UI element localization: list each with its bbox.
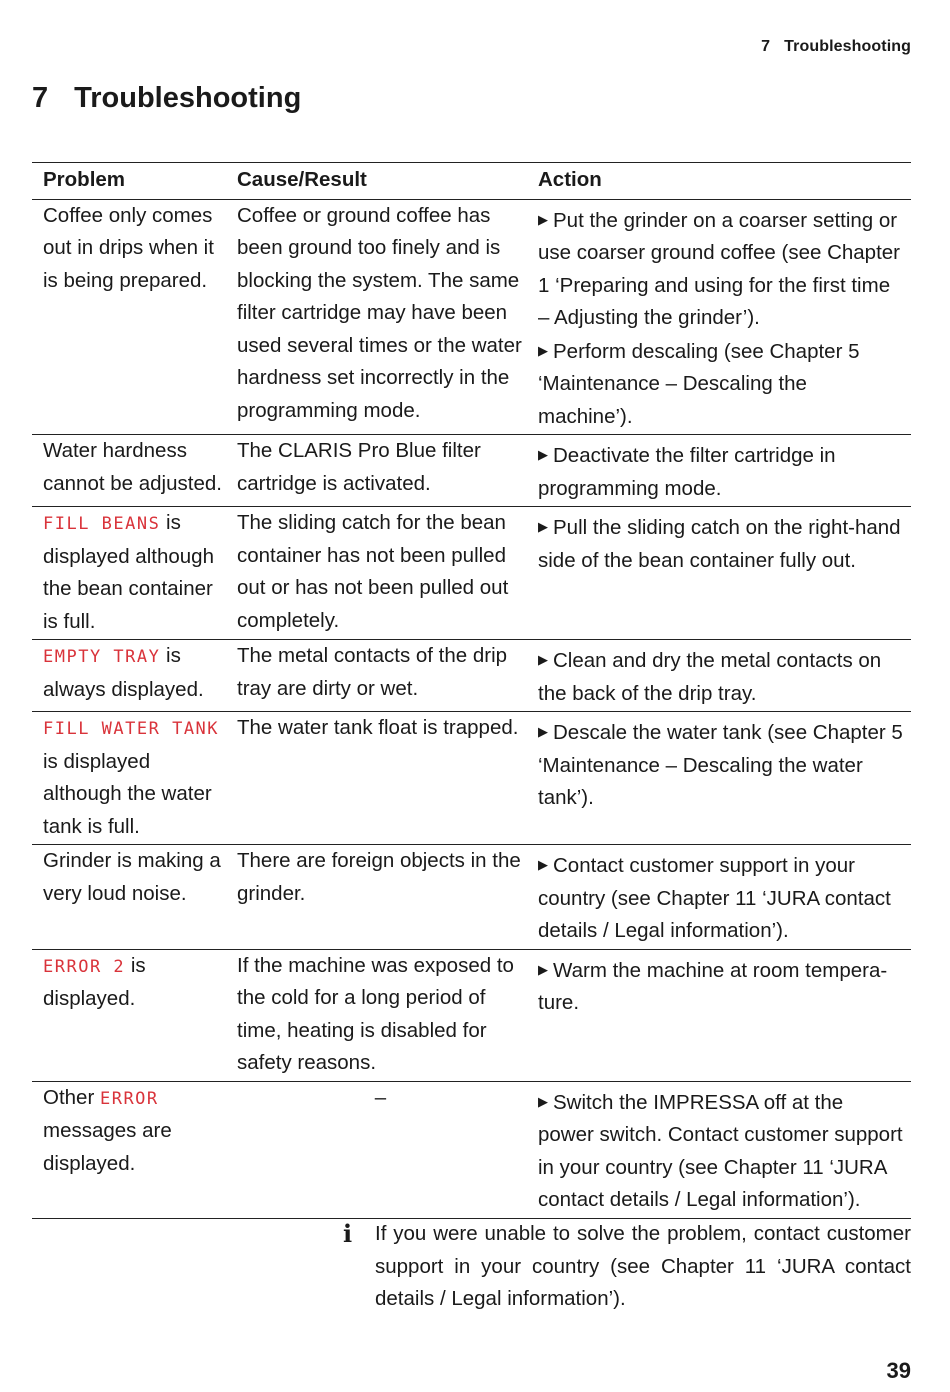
- arrow-bullet-icon: ▶: [538, 519, 548, 534]
- arrow-bullet-icon: ▶: [538, 211, 548, 227]
- arrow-bullet-icon: ▶: [538, 961, 548, 977]
- action-step: [538, 335, 903, 434]
- problem-cell: [32, 949, 227, 1081]
- troubleshooting-table: [32, 162, 911, 1219]
- cause-cell: The sliding catch for the bean container has not been pulled out or has not been pulled out completely.: [227, 507, 528, 640]
- problem-cell: [32, 845, 227, 950]
- problem-cell: [32, 507, 227, 640]
- action-step: [538, 511, 903, 577]
- display-message: FILL BEANS: [43, 514, 161, 534]
- table-row: [32, 507, 911, 640]
- action-step: [538, 1086, 903, 1217]
- problem-text: is displayed although the bean container is full.: [43, 511, 214, 633]
- action-text: Pull the sliding catch on the right-hand side of the bean container fully out.: [538, 516, 901, 572]
- table-row: [32, 435, 911, 507]
- action-cell: [528, 507, 911, 640]
- display-message: EMPTY TRAY: [43, 647, 161, 667]
- action-step: [538, 849, 903, 948]
- problem-text: is displayed.: [43, 953, 146, 1010]
- problem-cell: [32, 712, 227, 845]
- chapter-title-number: 7: [32, 82, 49, 114]
- problem-prefix: Other: [43, 1085, 100, 1109]
- display-message: ERROR 2: [43, 956, 126, 977]
- problem-text: messages are displayed.: [43, 1119, 172, 1175]
- action-step: [538, 954, 903, 1020]
- cause-cell: The metal contacts of the drip tray are dirty or wet.: [227, 640, 528, 712]
- cause-cell: –: [227, 1081, 528, 1218]
- problem-cell: [32, 435, 227, 507]
- chapter-title: [32, 82, 301, 115]
- chapter-title-text: Troubleshooting: [74, 82, 302, 114]
- running-head: [761, 38, 911, 56]
- table-row: [32, 640, 911, 712]
- arrow-bullet-icon: ▶: [538, 342, 548, 358]
- cause-cell: Coffee or ground coffee has been ground too finely and is blocking the system. The same filter cartridge may have been used several times or the water hardness set incorrectly in the programming mode.: [227, 199, 528, 435]
- action-cell: [528, 435, 911, 507]
- column-header-problem: Problem: [32, 163, 227, 200]
- action-step: [538, 716, 903, 815]
- table-row: [32, 949, 911, 1081]
- arrow-bullet-icon: ▶: [538, 724, 548, 739]
- action-step: [538, 204, 903, 335]
- cause-cell: If the machine was exposed to the cold for a long period of time, heating is disabled for safety reasons.: [227, 949, 528, 1081]
- column-header-action: Action: [528, 163, 911, 200]
- table-header-row: [32, 163, 911, 200]
- action-text: Perform descaling (see Chapter 5 ‘Maintenance – Descaling the machine’).: [538, 339, 860, 428]
- action-text: Descale the water tank (see Chapter 5 ‘Maintenance – Descaling the water tank’).: [538, 721, 903, 809]
- cause-cell: The CLARIS Pro Blue filter cartridge is activated.: [227, 435, 528, 507]
- problem-cell: [32, 640, 227, 712]
- column-header-cause: Cause/Result: [227, 163, 528, 200]
- problem-cell: [32, 1081, 227, 1218]
- problem-text: is always displayed.: [43, 644, 204, 701]
- action-text: Put the grinder on a coarser setting or use coarser ground coffee (see Chapter 1 ‘Preparing and using for the first time – Adjusting the grinder’).: [538, 208, 901, 329]
- problem-text: Water hardness cannot be adjusted.: [43, 439, 222, 495]
- table-row: [32, 199, 911, 435]
- action-text: Switch the IMPRESSA off at the power switch. Contact customer support in your country (see Chapter 11 ‘JURA contact details / Legal information’).: [538, 1090, 903, 1211]
- arrow-bullet-icon: ▶: [538, 1093, 548, 1109]
- action-cell: [528, 640, 911, 712]
- cause-cell: There are foreign objects in the grinder.: [227, 845, 528, 950]
- running-head-chapter-label: Troubleshooting: [784, 38, 911, 55]
- action-cell: [528, 199, 911, 435]
- table-row: [32, 1081, 911, 1218]
- note-text: If you were unable to solve the problem, contact customer support in your country (see Chapter 11 ‘JURA contact details / Legal information’).: [375, 1222, 911, 1310]
- problem-text: Grinder is making a very loud noise.: [43, 849, 221, 905]
- arrow-bullet-icon: ▶: [538, 857, 548, 872]
- action-text: Deactivate the filter cartridge in programming mode.: [538, 444, 836, 500]
- problem-text: Coffee only comes out in drips when it is being prepared.: [43, 203, 214, 292]
- action-text: Contact customer support in your country (see Chapter 11 ‘JURA contact details / Legal information’).: [538, 854, 891, 942]
- info-icon: i: [343, 1219, 353, 1248]
- problem-text: is displayed although the water tank is full.: [43, 749, 212, 838]
- display-message: ERROR: [99, 1088, 159, 1109]
- action-cell: [528, 1081, 911, 1218]
- table-row: [32, 845, 911, 950]
- display-message: FILL WATER TANK: [43, 719, 220, 739]
- action-cell: [528, 712, 911, 845]
- action-text: Warm the machine at room tempera-ture.: [538, 958, 888, 1014]
- arrow-bullet-icon: ▶: [538, 652, 548, 667]
- action-step: [538, 439, 903, 505]
- info-note: [343, 1218, 911, 1316]
- action-cell: [528, 845, 911, 950]
- action-step: [538, 644, 903, 710]
- action-cell: [528, 949, 911, 1081]
- arrow-bullet-icon: ▶: [538, 447, 548, 462]
- action-text: Clean and dry the metal contacts on the back of the drip tray.: [538, 649, 882, 705]
- page-number: 39: [886, 1358, 911, 1383]
- problem-cell: [32, 199, 227, 435]
- cause-cell: The water tank float is trapped.: [227, 712, 528, 845]
- table-row: [32, 712, 911, 845]
- running-head-chapter-number: 7: [761, 38, 771, 55]
